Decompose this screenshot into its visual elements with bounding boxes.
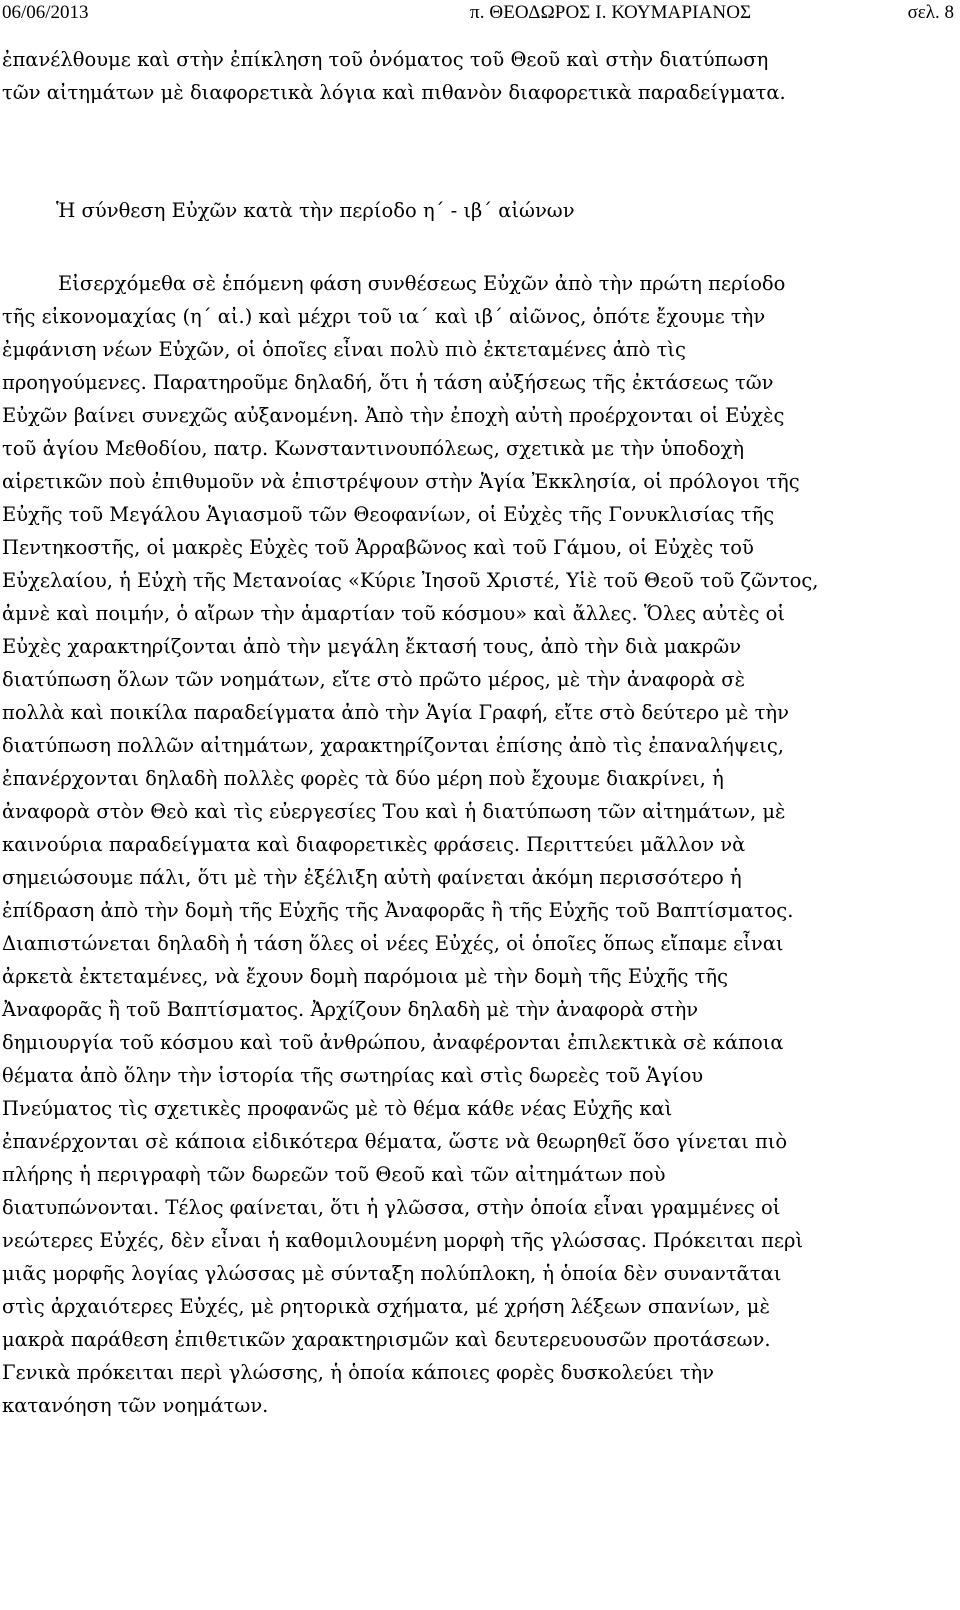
text-line: σημειώσουμε πάλι, ὅτι μὲ τὴν ἐξέλιξη αὐτὴ φαίνεται ἀκόμη περισσότερο ἡ — [2, 866, 742, 889]
text-line: Εὐχῆς τοῦ Μεγάλου Ἁγιασμοῦ τῶν Θεοφανίων, οἱ Εὐχὲς τῆς Γονυκλισίας τῆς — [2, 503, 775, 526]
text-line: διατυπώνονται. Τέλος φαίνεται, ὅτι ἡ γλῶσσα, στὴν ὁποία εἶναι γραμμένες οἱ — [2, 1196, 781, 1219]
text-line: Γενικὰ πρόκειται περὶ γλώσσης, ἡ ὁποία κάποιες φορὲς δυσκολεύει τὴν — [2, 1361, 715, 1384]
text-line: προηγούμενες. Παρατηροῦμε δηλαδή, ὅτι ἡ τάση αὐξήσεως τῆς ἐκτάσεως τῶν — [2, 371, 774, 394]
text-line: τῶν αἰτημάτων μὲ διαφορετικὰ λόγια καὶ πιθανὸν διαφορετικὰ παραδείγματα. — [2, 81, 786, 104]
text-line: Εἰσερχόμεθα σὲ ἑπόμενη φάση συνθέσεως Εὐχῶν ἀπὸ τὴν πρώτη περίοδο — [58, 272, 786, 295]
text-line: νεώτερες Εὐχές, δὲν εἶναι ἡ καθομιλουμένη μορφὴ τῆς γλώσσας. Πρόκειται περὶ — [2, 1229, 804, 1252]
text-line: Εὐχελαίου, ἡ Εὐχὴ τῆς Μετανοίας «Κύριε Ἰησοῦ Χριστέ, Υἱὲ τοῦ Θεοῦ τοῦ ζῶντος, — [2, 569, 819, 592]
text-line: διατύπωση πολλῶν αἰτημάτων, χαρακτηρίζονται ἐπίσης ἀπὸ τὶς ἐπαναλήψεις, — [2, 734, 784, 757]
text-line: ἐπανέρχονται σὲ κάποια εἰδικότερα θέματα, ὥστε νὰ θεωρηθεῖ ὅσο γίνεται πιὸ — [2, 1130, 788, 1153]
text-line: Ἀναφορᾶς ἢ τοῦ Βαπτίσματος. Ἀρχίζουν δηλαδὴ μὲ τὴν ἀναφορὰ στὴν — [2, 998, 699, 1021]
text-line: Πνεύματος τὶς σχετικὲς προφανῶς μὲ τὸ θέμα κάθε νέας Εὐχῆς καὶ — [2, 1097, 673, 1120]
text-line: θέματα ἀπὸ ὅλην τὴν ἱστορία τῆς σωτηρίας καὶ στὶς δωρεὲς τοῦ Ἁγίου — [2, 1064, 704, 1087]
text-line: Πεντηκοστῆς, οἱ μακρὲς Εὐχὲς τοῦ Ἀρραβῶνος καὶ τοῦ Γάμου, οἱ Εὐχὲς τοῦ — [2, 536, 754, 559]
text-line: ἀμνὲ καὶ ποιμήν, ὁ αἴρων τὴν ἁμαρτίαν τοῦ κόσμου» καὶ ἄλλες. Ὅλες αὐτὲς οἱ — [2, 602, 786, 625]
text-line: Εὐχὲς χαρακτηρίζονται ἀπὸ τὴν μεγάλη ἔκτασή τους, ἀπὸ τὴν διὰ μακρῶν — [2, 635, 742, 658]
text-line: διατύπωση ὅλων τῶν νοημάτων, εἴτε στὸ πρῶτο μέρος, μὲ τὴν ἀναφορὰ σὲ — [2, 668, 746, 691]
intro-paragraph — [2, 43, 954, 109]
text-line: ἀρκετὰ ἐκτεταμένες, νὰ ἔχουν δομὴ παρόμοια μὲ τὴν δομὴ τῆς Εὐχῆς τῆς — [2, 965, 729, 988]
header-date: 06/06/2013 — [2, 2, 89, 23]
text-line: δημιουργία τοῦ κόσμου καὶ τοῦ ἀνθρώπου, ἀναφέρονται ἐπιλεκτικὰ σὲ κάποια — [2, 1031, 784, 1054]
text-line: ἐμφάνιση νέων Εὐχῶν, οἱ ὁποῖες εἶναι πολὺ πιὸ ἐκτεταμένες ἀπὸ τὶς — [2, 338, 686, 361]
text-line: κατανόηση τῶν νοημάτων. — [2, 1394, 269, 1417]
text-line: Διαπιστώνεται δηλαδὴ ἡ τάση ὅλες οἱ νέες Εὐχές, οἱ ὁποῖες ὅπως εἴπαμε εἶναι — [2, 932, 784, 955]
body-paragraph — [2, 267, 954, 1422]
text-line: μιᾶς μορφῆς λογίας γλώσσας μὲ σύνταξη πολύπλοκη, ἡ ὁποία δὲν συναντᾶται — [2, 1262, 782, 1285]
header-page-number: σελ. 8 — [907, 2, 954, 23]
text-line: τοῦ ἁγίου Μεθοδίου, πατρ. Κωνσταντινουπόλεως, σχετικὰ με τὴν ὑποδοχὴ — [2, 437, 745, 460]
text-line: τῆς εἰκονομαχίας (η΄ αἰ.) καὶ μέχρι τοῦ ια΄ καὶ ιβ΄ αἰῶνος, ὁπότε ἔχουμε τὴν — [2, 305, 766, 328]
section-heading: Ἡ σύνθεση Εὐχῶν κατὰ τὴν περίοδο η΄ - ιβ΄ αἰώνων — [56, 199, 575, 222]
text-line: πολλὰ καὶ ποικίλα παραδείγματα ἀπὸ τὴν Ἁγία Γραφή, εἴτε στὸ δεύτερο μὲ τὴν — [2, 701, 789, 724]
text-line: αἱρετικῶν ποὺ ἐπιθυμοῦν νὰ ἐπιστρέψουν στὴν Ἁγία Ἐκκλησία, οἱ πρόλογοι τῆς — [2, 470, 800, 493]
text-line: ἀναφορὰ στὸν Θεὸ καὶ τὶς εὐεργεσίες Του καὶ ἡ διατύπωση τῶν αἰτημάτων, μὲ — [2, 800, 786, 823]
text-line: μακρὰ παράθεση ἐπιθετικῶν χαρακτηρισμῶν καὶ δευτερευουσῶν προτάσεων. — [2, 1328, 771, 1351]
text-line: καινούρια παραδείγματα καὶ διαφορετικὲς φράσεις. Περιττεύει μᾶλλον νὰ — [2, 833, 746, 856]
text-line: ἐπίδραση ἀπὸ τὴν δομὴ τῆς Εὐχῆς τῆς Ἀναφορᾶς ἢ τῆς Εὐχῆς τοῦ Βαπτίσματος. — [2, 899, 794, 922]
header-author: π. ΘΕΟΔΩΡΟΣ Ι. ΚΟΥΜΑΡΙΑΝΟΣ — [470, 2, 752, 23]
text-line: στὶς ἀρχαιότερες Εὐχές, μὲ ρητορικὰ σχήματα, μέ χρήση λέξεων σπανίων, μὲ — [2, 1295, 770, 1318]
page-header — [0, 0, 960, 26]
text-line: πλήρης ἡ περιγραφὴ τῶν δωρεῶν τοῦ Θεοῦ καὶ τῶν αἰτημάτων ποὺ — [2, 1163, 666, 1186]
text-line: ἐπανέρχονται δηλαδὴ πολλὲς φορὲς τὰ δύο μέρη ποὺ ἔχουμε διακρίνει, ἡ — [2, 767, 724, 790]
text-line: ἐπανέλθουμε καὶ στὴν ἐπίκληση τοῦ ὀνόματος τοῦ Θεοῦ καὶ στὴν διατύπωση — [2, 48, 769, 71]
text-line: Εὐχῶν βαίνει συνεχῶς αὐξανομένη. Ἀπὸ τὴν ἐποχὴ αὐτὴ προέρχονται οἱ Εὐχὲς — [2, 404, 785, 427]
